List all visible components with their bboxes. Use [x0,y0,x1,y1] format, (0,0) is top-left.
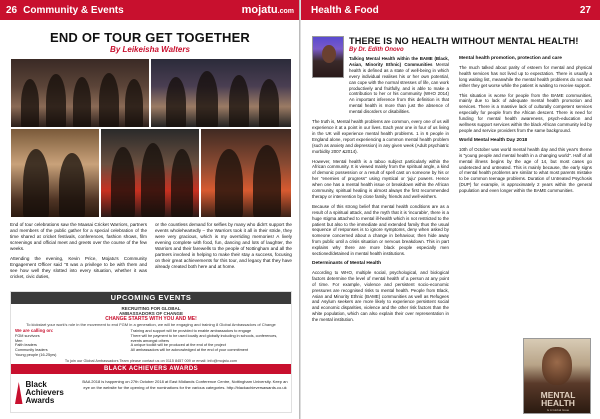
event-photo [150,58,292,128]
awards-panel [15,376,289,410]
article-byline: By Dr. Edith Onovo [349,47,404,53]
poster-title: MENTAL HEALTH [540,390,576,408]
article-column [10,222,147,284]
article-body [10,222,292,284]
subheading: Mental health promotion, protection and care [459,56,562,61]
paragraph: End of tour celebrations saw the Maasai Cricket Warriors, partners and members of the public gather for a special celebration of the time shared at cricket festivals, conferences, fashion shows, film screenings and official meet and greets over the course of the few weeks. [10,222,147,251]
paragraph: According to WHO, multiple social, psychological, and biological factors determine the level of mental health of a person at any point of time. For example, violence and persistent socio-economic pressures are recognised risks to mental health. People from Black, Asian and Minority Ethnic (BAME) communities as well as Refugees and Asylum seekers are more likely to experience persistent social and economic disparities, violence and the other risk factors than the white population, which can also explain their over representation in the mental institution. [312,269,449,323]
benefits-list [131,329,287,358]
event-photo [200,128,292,218]
right-page-header [301,0,600,20]
awards-mark-icon [15,382,23,404]
left-page-header [0,0,300,20]
list-item: There will be payment to be used locally and globally including in schools, conferences, events amongst others [130,333,278,343]
events-heading: UPCOMING EVENTS [11,292,291,304]
article-column [312,56,449,327]
page-number: 26 [6,4,18,16]
article-column [459,56,592,327]
lead-paragraph: Talking Mental Health within the BAME (Black, Asian, Minority Ethnic) Communities Mental health is defined as a state of well-being in which every individual realises his or her own potential, can cope with the normal stresses of life, can work productively and fruitfully, and is able to make a contribution to her or his community (WHO 2014) An important inference from this definition is that mental health is more than just the absence of mental disorders or disabilities. [349,56,450,115]
paragraph: Attending the evening, Kevin Price, Mojatu's Community Engagement Officer said "It was a privilege to be with them and see how well they slotted into every situation, whether it was cricket, civic duties, [10,256,147,279]
right-page [300,0,600,419]
awards-heading: BLACK ACHIEVERS AWARDS [11,364,291,374]
subheading: Determinants of Mental Health [312,261,382,266]
photo-collage [10,58,292,218]
article-column [155,222,292,284]
page-number: 27 [579,4,591,16]
section-title: Health & Food [311,4,379,16]
event-photo [100,128,200,218]
subheading: World Mental Health Day 2018 [459,137,528,143]
list-item: All ambassadors will be acknowledged at the end of your commitment [130,348,249,353]
list-item: Faith leaders [15,343,37,348]
mental-health-poster [523,338,591,414]
recruit-banner: RECRUITING FOR GLOBAL AMBASSADORS OF CHANGE CHANGE STARTS WITH YOU AND ME! To kickstart your work's role in the movement to end FGM in a generation, we will be engaging and training 8 Global Ambassadors of Change [26,306,276,327]
calling-list: We are calling on: FGM survivors Men Faith leaders Community leaders Young people (16-25yrs) [15,329,127,358]
paragraph: The much talked about parity of esteem for mental and physical health services has not lived up to expectation. There is usually a long waiting list, meanwhile the mental health problems do not wait either they get worse while the patient is waiting to receive support. [459,64,592,88]
paragraph: The truth is, Mental health problems are common, every one of us will experience it at a point in our lives. Each year one in four of us living in the UK will experience mental health problems. 1 in 6 people in England alone, report experiencing a common mental health problem (such as anxiety and depression) in any given week (Adult psychiatric morbidity 2007 &2014). [312,119,449,154]
list-item: Men [15,338,23,343]
list-item: A unique toolkit will be produced at the end of the project [130,343,226,348]
paragraph: However, Mental health is a taboo subject particularly within the African community. It is viewed mainly from the spiritual angle, a kind of demonic possession or a result of spell cast on someone by his or her "enemies of progress" using mystical or 'juju' powers. Hence when one has a mental health issue or breakdown within the African community, spiritual healing is almost always the first recommended therapy or intervention by close family, friends and well-wishers. [312,158,449,199]
article-title: THERE IS NO HEALTH WITHOUT MENTAL HEALTH! [349,36,579,46]
article-body [312,56,592,327]
recruit-details [11,327,291,360]
paragraph: or the countless demand for selfies by many who didn't support the events wholeheartedly – the Warriors took it all in their stride, they were very gracious, which is my overriding memories! A lively evening complete with food, fun, dancing and lots of laughter, the Warriors and their farewells to the people of Nottingham and all the partners involved in helping to make their stay a success, focusing on their great achievements for this tour, and legacy that they have already created both here and at home. [155,222,292,269]
list-item: Young people (16-25yrs) [15,352,57,357]
list-item: Community leaders [15,348,48,353]
list-item: Training and support will be provided to enable ambassadors to engage [130,329,252,333]
article-title: END OF TOUR GET TOGETHER [49,30,251,45]
awards-logo: Black Achievers Awards [15,376,75,410]
poster-subtitle: Is A Global Issue [546,408,570,412]
contact-line: To join our Global Ambassadors Team please contact us on 0115 8457 009 or email: info@mojatu.com [64,358,238,363]
awards-info: BAA 2018 is happening on 27th October 2018 at East Midlands Conference Centre, Nottingham University. Keep an eye on the website for the opening of the nominations for the various categories. http://blackachieversawards.co.uk [82,379,288,390]
brand-logo: mojatu.com [241,4,294,16]
paragraph: Because of this strong belief that mental health conditions are as a result of a spiritual attack, and the myth that it is 'incurable', there is a huge stigma attached to mental ill-health which is not restricted to the patient but also to the immediate and extended family thus the usual sequence of responses is to ignore symptoms, deny when asked by someone concerned about a change in behaviour, then hide away from public until a crisis situation or nervous breakdown. This in part explains why there are more black people especially men sectioned/detained in mental health institutions. [312,203,449,257]
event-photo [10,58,150,128]
event-photo [10,128,100,218]
article-byline: By Leikeisha Walters [110,45,190,54]
list-item: FGM survivors [15,333,40,338]
upcoming-events-box [10,291,292,413]
paragraph: 10th of October was world mental health day and this year's theme is "young people and mental health in a changing world". Half of all mental illness begins by the age of 14, but most cases go undetected and untreated. This is mainly because, the early signs of mental health problems are similar to what most parents mistake to be common teenage problems. Duration of Untreated Psychosis (DUP) for example, is approximately 2 years within the general population and even longer within the BAME communities. [459,146,592,194]
section-title: Community & Events [23,4,124,16]
paragraph: This situation is worse for people from the BAME communities, mainly due to lack of adequate mental health promotion and services. There is a massive lack of culturally competent services especially for people from the African descent. There is need for funding for mental health awareness, psych-education and wellness support services within the black African community led by people and service providers from the same background. [459,92,592,133]
